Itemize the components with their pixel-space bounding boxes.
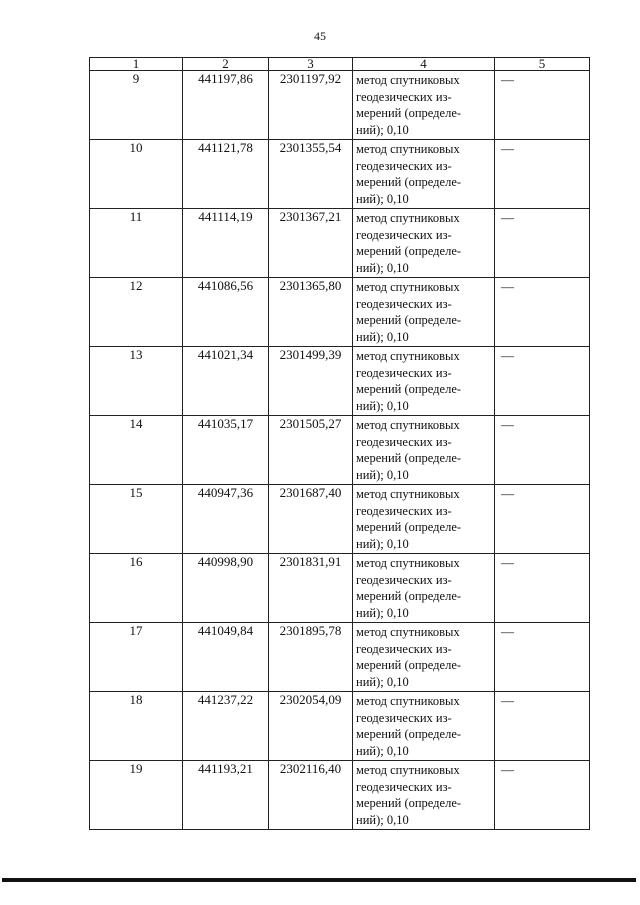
- method-line: мерений (определе-: [356, 175, 462, 189]
- footer-rule: [2, 878, 636, 882]
- y-coordinate-cell: 2301355,54: [269, 140, 353, 209]
- table-body: [90, 71, 590, 830]
- method-line: метод спутниковых: [356, 487, 460, 501]
- x-coordinate-cell: 441193,21: [183, 761, 269, 830]
- note-cell: —: [495, 554, 590, 623]
- method-line: мерений (определе-: [356, 589, 462, 603]
- method-cell: [353, 485, 495, 554]
- column-header: 4: [353, 58, 495, 71]
- y-coordinate-cell: 2301831,91: [269, 554, 353, 623]
- method-cell: [353, 761, 495, 830]
- note-cell: —: [495, 278, 590, 347]
- method-line: мерений (определе-: [356, 382, 462, 396]
- method-cell: [353, 416, 495, 485]
- method-line: геодезических из-: [356, 158, 452, 173]
- point-number-cell: 9: [90, 71, 183, 140]
- column-header: 5: [495, 58, 590, 71]
- column-header: 2: [183, 58, 269, 71]
- point-number-cell: 17: [90, 623, 183, 692]
- point-number-cell: 13: [90, 347, 183, 416]
- method-line: метод спутниковых: [356, 694, 460, 708]
- note-cell: —: [495, 485, 590, 554]
- method-cell: [353, 347, 495, 416]
- y-coordinate-cell: 2301895,78: [269, 623, 353, 692]
- note-cell: —: [495, 140, 590, 209]
- point-number-cell: 18: [90, 692, 183, 761]
- x-coordinate-cell: 441021,34: [183, 347, 269, 416]
- column-header: 3: [269, 58, 353, 71]
- method-line: метод спутниковых: [356, 418, 460, 432]
- note-cell: —: [495, 209, 590, 278]
- method-line: геодезических из-: [356, 641, 452, 656]
- method-line: геодезических из-: [356, 710, 452, 725]
- method-line: метод спутниковых: [356, 142, 460, 156]
- point-number-cell: 10: [90, 140, 183, 209]
- method-line: метод спутниковых: [356, 349, 460, 363]
- point-number-cell: 14: [90, 416, 183, 485]
- table-row: [90, 761, 590, 830]
- method-line: метод спутниковых: [356, 763, 460, 777]
- table-row: [90, 416, 590, 485]
- y-coordinate-cell: 2301505,27: [269, 416, 353, 485]
- coordinates-table: [89, 57, 590, 830]
- method-line: геодезических из-: [356, 365, 452, 380]
- method-line: ний); 0,10: [356, 398, 409, 413]
- method-line: геодезических из-: [356, 779, 452, 794]
- note-cell: —: [495, 761, 590, 830]
- note-cell: —: [495, 692, 590, 761]
- method-line: мерений (определе-: [356, 658, 462, 672]
- method-line: геодезических из-: [356, 434, 452, 449]
- point-number-cell: 16: [90, 554, 183, 623]
- table-row: [90, 209, 590, 278]
- table-row: [90, 554, 590, 623]
- x-coordinate-cell: 441114,19: [183, 209, 269, 278]
- method-line: мерений (определе-: [356, 313, 462, 327]
- y-coordinate-cell: 2301365,80: [269, 278, 353, 347]
- table-row: [90, 485, 590, 554]
- method-line: мерений (определе-: [356, 451, 462, 465]
- method-line: мерений (определе-: [356, 520, 462, 534]
- method-line: геодезических из-: [356, 89, 452, 104]
- method-line: ний); 0,10: [356, 260, 409, 275]
- note-cell: —: [495, 416, 590, 485]
- method-line: ний); 0,10: [356, 743, 409, 758]
- method-line: геодезических из-: [356, 227, 452, 242]
- point-number-cell: 12: [90, 278, 183, 347]
- method-line: метод спутниковых: [356, 625, 460, 639]
- note-cell: —: [495, 623, 590, 692]
- method-line: мерений (определе-: [356, 244, 462, 258]
- x-coordinate-cell: 441049,84: [183, 623, 269, 692]
- x-coordinate-cell: 441121,78: [183, 140, 269, 209]
- y-coordinate-cell: 2302116,40: [269, 761, 353, 830]
- note-cell: —: [495, 347, 590, 416]
- method-line: метод спутниковых: [356, 211, 460, 225]
- method-line: ний); 0,10: [356, 605, 409, 620]
- method-cell: [353, 278, 495, 347]
- method-line: ний); 0,10: [356, 812, 409, 827]
- table-row: [90, 140, 590, 209]
- x-coordinate-cell: 440998,90: [183, 554, 269, 623]
- note-cell: —: [495, 71, 590, 140]
- method-line: метод спутниковых: [356, 556, 460, 570]
- page-number: 45: [314, 29, 326, 43]
- method-line: мерений (определе-: [356, 796, 462, 810]
- table-row: [90, 71, 590, 140]
- point-number-cell: 11: [90, 209, 183, 278]
- table-row: [90, 278, 590, 347]
- x-coordinate-cell: 441197,86: [183, 71, 269, 140]
- x-coordinate-cell: 440947,36: [183, 485, 269, 554]
- x-coordinate-cell: 441086,56: [183, 278, 269, 347]
- point-number-cell: 15: [90, 485, 183, 554]
- table-header-row: [90, 58, 590, 71]
- method-line: ний); 0,10: [356, 191, 409, 206]
- y-coordinate-cell: 2301367,21: [269, 209, 353, 278]
- method-line: ний); 0,10: [356, 122, 409, 137]
- y-coordinate-cell: 2301197,92: [269, 71, 353, 140]
- method-line: метод спутниковых: [356, 73, 460, 87]
- method-line: ний); 0,10: [356, 536, 409, 551]
- method-line: геодезических из-: [356, 296, 452, 311]
- method-line: мерений (определе-: [356, 727, 462, 741]
- table-row: [90, 347, 590, 416]
- method-cell: [353, 209, 495, 278]
- method-line: геодезических из-: [356, 503, 452, 518]
- method-line: ний); 0,10: [356, 674, 409, 689]
- method-line: ний); 0,10: [356, 329, 409, 344]
- method-cell: [353, 71, 495, 140]
- table-row: [90, 692, 590, 761]
- method-cell: [353, 692, 495, 761]
- x-coordinate-cell: 441035,17: [183, 416, 269, 485]
- method-line: метод спутниковых: [356, 280, 460, 294]
- y-coordinate-cell: 2301499,39: [269, 347, 353, 416]
- method-cell: [353, 623, 495, 692]
- y-coordinate-cell: 2301687,40: [269, 485, 353, 554]
- column-header: 1: [90, 58, 183, 71]
- method-line: мерений (определе-: [356, 106, 462, 120]
- method-cell: [353, 140, 495, 209]
- y-coordinate-cell: 2302054,09: [269, 692, 353, 761]
- method-line: геодезических из-: [356, 572, 452, 587]
- method-cell: [353, 554, 495, 623]
- method-line: ний); 0,10: [356, 467, 409, 482]
- point-number-cell: 19: [90, 761, 183, 830]
- x-coordinate-cell: 441237,22: [183, 692, 269, 761]
- table-row: [90, 623, 590, 692]
